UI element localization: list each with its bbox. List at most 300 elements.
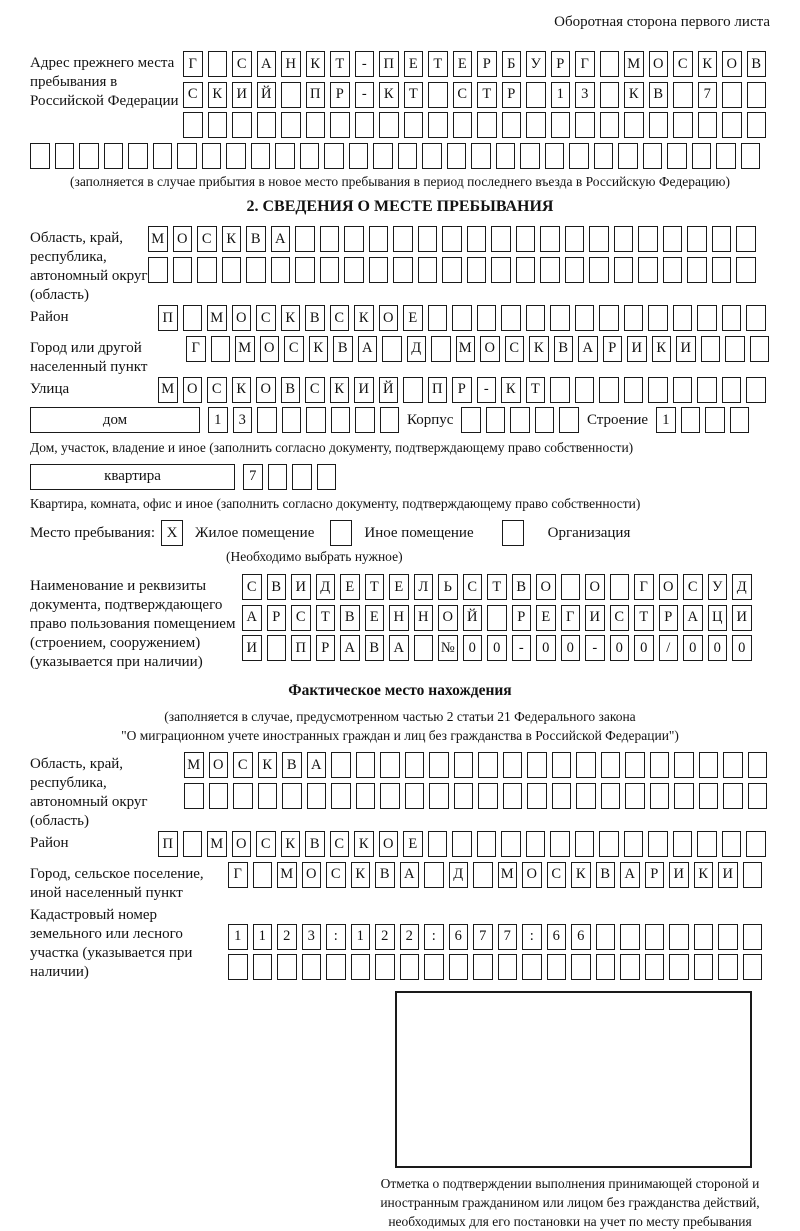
form-cell[interactable] — [618, 143, 638, 169]
kadastr-row-1[interactable] — [228, 924, 762, 950]
form-cell[interactable] — [449, 954, 469, 980]
form-cell[interactable]: А — [340, 635, 360, 661]
form-cell[interactable] — [589, 226, 609, 252]
form-cell[interactable] — [275, 143, 295, 169]
form-cell[interactable]: 0 — [487, 635, 507, 661]
form-cell[interactable] — [747, 112, 767, 138]
form-cell[interactable] — [716, 143, 736, 169]
form-cell[interactable] — [452, 831, 472, 857]
form-cell[interactable] — [281, 112, 301, 138]
form-cell[interactable] — [257, 407, 277, 433]
form-cell[interactable] — [599, 831, 619, 857]
form-cell[interactable]: В — [596, 862, 616, 888]
form-cell[interactable] — [571, 954, 591, 980]
form-cell[interactable]: Р — [512, 605, 532, 631]
form-cell[interactable] — [596, 924, 616, 950]
form-cell[interactable]: Р — [659, 605, 679, 631]
form-cell[interactable]: О — [438, 605, 458, 631]
rayon-row[interactable] — [158, 305, 766, 331]
form-cell[interactable] — [575, 112, 595, 138]
checkbox-organizatsiya[interactable] — [502, 520, 524, 546]
oblast-row-2[interactable] — [148, 257, 756, 283]
form-cell[interactable]: : — [522, 924, 542, 950]
form-cell[interactable]: Д — [449, 862, 469, 888]
form-cell[interactable] — [552, 752, 572, 778]
form-cell[interactable] — [648, 305, 668, 331]
form-cell[interactable] — [594, 143, 614, 169]
form-cell[interactable] — [687, 226, 707, 252]
form-cell[interactable]: В — [554, 336, 574, 362]
form-cell[interactable] — [382, 336, 402, 362]
form-cell[interactable]: К — [330, 377, 350, 403]
form-cell[interactable]: Е — [365, 605, 385, 631]
form-cell[interactable] — [743, 862, 763, 888]
form-cell[interactable] — [596, 954, 616, 980]
form-cell[interactable] — [356, 752, 376, 778]
doc-row-3[interactable] — [242, 635, 752, 661]
form-cell[interactable] — [501, 831, 521, 857]
fact-oblast-row-2[interactable] — [184, 783, 767, 809]
form-cell[interactable]: Д — [407, 336, 427, 362]
form-cell[interactable] — [317, 464, 337, 490]
form-cell[interactable]: В — [246, 226, 266, 252]
form-cell[interactable]: О — [659, 574, 679, 600]
form-cell[interactable] — [638, 226, 658, 252]
form-cell[interactable]: М — [456, 336, 476, 362]
form-cell[interactable]: И — [669, 862, 689, 888]
form-cell[interactable] — [380, 752, 400, 778]
form-cell[interactable]: Р — [316, 635, 336, 661]
form-cell[interactable] — [748, 752, 768, 778]
form-cell[interactable]: М — [624, 51, 644, 77]
form-cell[interactable] — [498, 954, 518, 980]
form-cell[interactable] — [648, 377, 668, 403]
form-cell[interactable]: А — [271, 226, 291, 252]
form-cell[interactable]: С — [305, 377, 325, 403]
form-cell[interactable]: С — [284, 336, 304, 362]
form-cell[interactable]: О — [522, 862, 542, 888]
form-cell[interactable]: Р — [330, 82, 350, 108]
form-cell[interactable] — [478, 783, 498, 809]
form-cell[interactable]: К — [309, 336, 329, 362]
form-cell[interactable] — [569, 143, 589, 169]
ulitsa-row[interactable] — [158, 377, 766, 403]
form-cell[interactable] — [418, 257, 438, 283]
form-cell[interactable]: В — [747, 51, 767, 77]
form-cell[interactable] — [601, 752, 621, 778]
form-cell[interactable] — [650, 752, 670, 778]
form-cell[interactable]: Т — [316, 605, 336, 631]
form-cell[interactable] — [487, 605, 507, 631]
form-cell[interactable] — [292, 464, 312, 490]
form-cell[interactable] — [400, 954, 420, 980]
form-cell[interactable] — [330, 112, 350, 138]
form-cell[interactable] — [712, 226, 732, 252]
form-cell[interactable] — [673, 377, 693, 403]
form-cell[interactable] — [723, 783, 743, 809]
form-cell[interactable] — [550, 831, 570, 857]
form-cell[interactable] — [351, 954, 371, 980]
kvartira-cells[interactable] — [243, 464, 336, 490]
form-cell[interactable] — [349, 143, 369, 169]
form-cell[interactable] — [355, 112, 375, 138]
form-cell[interactable] — [692, 143, 712, 169]
form-cell[interactable] — [257, 112, 277, 138]
form-cell[interactable]: К — [354, 831, 374, 857]
dom-cells[interactable] — [208, 407, 399, 433]
form-cell[interactable]: Т — [404, 82, 424, 108]
form-cell[interactable] — [277, 954, 297, 980]
form-cell[interactable]: / — [659, 635, 679, 661]
form-cell[interactable] — [701, 336, 721, 362]
form-cell[interactable] — [153, 143, 173, 169]
form-cell[interactable]: Г — [228, 862, 248, 888]
form-cell[interactable] — [673, 305, 693, 331]
form-cell[interactable] — [687, 257, 707, 283]
form-cell[interactable]: П — [291, 635, 311, 661]
form-cell[interactable] — [673, 82, 693, 108]
form-cell[interactable]: Г — [634, 574, 654, 600]
form-cell[interactable]: П — [306, 82, 326, 108]
form-cell[interactable]: Г — [183, 51, 203, 77]
korpus-cells[interactable] — [461, 407, 579, 433]
form-cell[interactable] — [599, 305, 619, 331]
form-cell[interactable] — [271, 257, 291, 283]
form-cell[interactable] — [55, 143, 75, 169]
form-cell[interactable]: 3 — [233, 407, 253, 433]
form-cell[interactable]: Г — [575, 51, 595, 77]
form-cell[interactable] — [253, 862, 273, 888]
form-cell[interactable] — [535, 407, 555, 433]
checkbox-zhiloe[interactable]: X — [161, 520, 183, 546]
form-cell[interactable]: К — [222, 226, 242, 252]
form-cell[interactable]: Б — [502, 51, 522, 77]
form-cell[interactable]: : — [326, 924, 346, 950]
form-cell[interactable]: К — [208, 82, 228, 108]
fact-rayon-row[interactable] — [158, 831, 766, 857]
form-cell[interactable] — [326, 954, 346, 980]
prev-address-row-2[interactable] — [183, 82, 766, 108]
form-cell[interactable]: Р — [603, 336, 623, 362]
form-cell[interactable]: К — [258, 752, 278, 778]
form-cell[interactable]: М — [148, 226, 168, 252]
form-cell[interactable]: К — [694, 862, 714, 888]
doc-row-1[interactable] — [242, 574, 752, 600]
form-cell[interactable] — [638, 257, 658, 283]
form-cell[interactable] — [356, 783, 376, 809]
form-cell[interactable]: 6 — [571, 924, 591, 950]
form-cell[interactable]: Р — [502, 82, 522, 108]
form-cell[interactable] — [527, 752, 547, 778]
form-cell[interactable]: М — [498, 862, 518, 888]
form-cell[interactable] — [393, 226, 413, 252]
form-cell[interactable] — [681, 407, 701, 433]
form-cell[interactable] — [491, 257, 511, 283]
form-cell[interactable]: А — [242, 605, 262, 631]
form-cell[interactable]: К — [232, 377, 252, 403]
form-cell[interactable] — [281, 82, 301, 108]
form-cell[interactable]: А — [307, 752, 327, 778]
form-cell[interactable] — [403, 377, 423, 403]
form-cell[interactable] — [467, 226, 487, 252]
form-cell[interactable] — [452, 305, 472, 331]
form-cell[interactable]: 1 — [551, 82, 571, 108]
form-cell[interactable]: 3 — [575, 82, 595, 108]
form-cell[interactable] — [477, 112, 497, 138]
form-cell[interactable]: № — [438, 635, 458, 661]
form-cell[interactable]: В — [512, 574, 532, 600]
form-cell[interactable] — [526, 112, 546, 138]
form-cell[interactable] — [404, 112, 424, 138]
form-cell[interactable]: 0 — [536, 635, 556, 661]
form-cell[interactable] — [743, 954, 763, 980]
form-cell[interactable]: Е — [403, 831, 423, 857]
form-cell[interactable] — [552, 783, 572, 809]
form-cell[interactable] — [601, 783, 621, 809]
form-cell[interactable]: : — [424, 924, 444, 950]
form-cell[interactable]: Т — [477, 82, 497, 108]
form-cell[interactable]: В — [281, 377, 301, 403]
form-cell[interactable] — [527, 783, 547, 809]
form-cell[interactable] — [746, 831, 766, 857]
form-cell[interactable]: М — [207, 831, 227, 857]
form-cell[interactable]: О — [379, 305, 399, 331]
form-cell[interactable] — [208, 112, 228, 138]
form-cell[interactable] — [104, 143, 124, 169]
form-cell[interactable]: 6 — [449, 924, 469, 950]
kadastr-row-2[interactable] — [228, 954, 762, 980]
form-cell[interactable]: С — [505, 336, 525, 362]
form-cell[interactable] — [428, 831, 448, 857]
form-cell[interactable]: 7 — [698, 82, 718, 108]
form-cell[interactable]: - — [355, 82, 375, 108]
form-cell[interactable]: К — [281, 831, 301, 857]
form-cell[interactable] — [723, 752, 743, 778]
form-cell[interactable] — [429, 783, 449, 809]
form-cell[interactable]: С — [610, 605, 630, 631]
form-cell[interactable]: Е — [536, 605, 556, 631]
form-cell[interactable] — [369, 257, 389, 283]
form-cell[interactable] — [736, 257, 756, 283]
form-cell[interactable]: О — [183, 377, 203, 403]
form-cell[interactable] — [344, 226, 364, 252]
form-cell[interactable] — [183, 112, 203, 138]
form-cell[interactable] — [503, 783, 523, 809]
form-cell[interactable] — [705, 407, 725, 433]
form-cell[interactable] — [320, 226, 340, 252]
form-cell[interactable]: К — [354, 305, 374, 331]
form-cell[interactable] — [79, 143, 99, 169]
form-cell[interactable]: Е — [403, 305, 423, 331]
form-cell[interactable] — [576, 783, 596, 809]
prev-address-row-1[interactable] — [183, 51, 766, 77]
form-cell[interactable] — [526, 831, 546, 857]
form-cell[interactable]: Ц — [708, 605, 728, 631]
form-cell[interactable] — [471, 143, 491, 169]
form-cell[interactable] — [551, 112, 571, 138]
form-cell[interactable] — [730, 407, 750, 433]
form-cell[interactable] — [268, 464, 288, 490]
form-cell[interactable]: Д — [732, 574, 752, 600]
checkbox-inoe[interactable] — [330, 520, 352, 546]
form-cell[interactable] — [428, 112, 448, 138]
form-cell[interactable]: С — [256, 305, 276, 331]
form-cell[interactable]: Е — [340, 574, 360, 600]
form-cell[interactable] — [540, 257, 560, 283]
form-cell[interactable]: Т — [428, 51, 448, 77]
form-cell[interactable] — [473, 862, 493, 888]
form-cell[interactable]: У — [526, 51, 546, 77]
form-cell[interactable] — [461, 407, 481, 433]
form-cell[interactable]: 1 — [253, 924, 273, 950]
form-cell[interactable]: Т — [487, 574, 507, 600]
form-cell[interactable]: П — [158, 305, 178, 331]
form-cell[interactable] — [750, 336, 770, 362]
form-cell[interactable] — [428, 82, 448, 108]
form-cell[interactable] — [424, 862, 444, 888]
form-cell[interactable] — [746, 377, 766, 403]
stroenie-cells[interactable] — [656, 407, 749, 433]
form-cell[interactable] — [398, 143, 418, 169]
form-cell[interactable] — [526, 305, 546, 331]
form-cell[interactable] — [491, 226, 511, 252]
form-cell[interactable]: И — [718, 862, 738, 888]
form-cell[interactable] — [478, 752, 498, 778]
form-cell[interactable] — [253, 954, 273, 980]
form-cell[interactable]: С — [207, 377, 227, 403]
form-cell[interactable]: О — [379, 831, 399, 857]
form-cell[interactable] — [565, 257, 585, 283]
form-cell[interactable]: 0 — [683, 635, 703, 661]
form-cell[interactable]: С — [256, 831, 276, 857]
form-cell[interactable]: Р — [477, 51, 497, 77]
form-cell[interactable]: В — [340, 605, 360, 631]
form-cell[interactable]: О — [585, 574, 605, 600]
form-cell[interactable] — [625, 752, 645, 778]
form-cell[interactable] — [722, 377, 742, 403]
oblast-row-1[interactable] — [148, 226, 756, 252]
form-cell[interactable] — [559, 407, 579, 433]
form-cell[interactable] — [228, 954, 248, 980]
form-cell[interactable] — [699, 783, 719, 809]
form-cell[interactable]: М — [207, 305, 227, 331]
form-cell[interactable] — [522, 954, 542, 980]
form-cell[interactable] — [183, 831, 203, 857]
form-cell[interactable] — [477, 305, 497, 331]
form-cell[interactable] — [428, 305, 448, 331]
form-cell[interactable] — [30, 143, 50, 169]
form-cell[interactable]: 0 — [732, 635, 752, 661]
form-cell[interactable]: Г — [186, 336, 206, 362]
form-cell[interactable] — [202, 143, 222, 169]
form-cell[interactable] — [643, 143, 663, 169]
form-cell[interactable] — [414, 635, 434, 661]
form-cell[interactable]: С — [330, 831, 350, 857]
form-cell[interactable]: О — [232, 305, 252, 331]
form-cell[interactable] — [418, 226, 438, 252]
form-cell[interactable]: С — [326, 862, 346, 888]
form-cell[interactable]: С — [330, 305, 350, 331]
form-cell[interactable] — [503, 752, 523, 778]
form-cell[interactable]: А — [683, 605, 703, 631]
form-cell[interactable] — [614, 226, 634, 252]
form-cell[interactable]: К — [698, 51, 718, 77]
form-cell[interactable]: П — [379, 51, 399, 77]
form-cell[interactable] — [431, 336, 451, 362]
form-cell[interactable] — [516, 257, 536, 283]
form-cell[interactable]: Т — [365, 574, 385, 600]
form-cell[interactable] — [600, 82, 620, 108]
form-cell[interactable] — [306, 407, 326, 433]
form-cell[interactable]: С — [463, 574, 483, 600]
form-cell[interactable]: В — [282, 752, 302, 778]
form-cell[interactable]: Н — [389, 605, 409, 631]
form-cell[interactable]: А — [358, 336, 378, 362]
form-cell[interactable] — [565, 226, 585, 252]
form-cell[interactable]: М — [184, 752, 204, 778]
form-cell[interactable] — [331, 752, 351, 778]
form-cell[interactable] — [624, 305, 644, 331]
form-cell[interactable] — [320, 257, 340, 283]
form-cell[interactable]: С — [683, 574, 703, 600]
form-cell[interactable]: И — [242, 635, 262, 661]
form-cell[interactable] — [477, 831, 497, 857]
form-cell[interactable] — [589, 257, 609, 283]
form-cell[interactable]: С — [673, 51, 693, 77]
form-cell[interactable]: 6 — [547, 924, 567, 950]
form-cell[interactable]: В — [649, 82, 669, 108]
form-cell[interactable]: Л — [414, 574, 434, 600]
form-cell[interactable]: Е — [404, 51, 424, 77]
doc-row-2[interactable] — [242, 605, 752, 631]
form-cell[interactable]: К — [351, 862, 371, 888]
form-cell[interactable] — [282, 783, 302, 809]
form-cell[interactable]: 1 — [351, 924, 371, 950]
form-cell[interactable] — [211, 336, 231, 362]
form-cell[interactable] — [614, 257, 634, 283]
form-cell[interactable] — [222, 257, 242, 283]
form-cell[interactable]: О — [260, 336, 280, 362]
form-cell[interactable] — [226, 143, 246, 169]
form-cell[interactable] — [258, 783, 278, 809]
form-cell[interactable]: С — [232, 51, 252, 77]
form-cell[interactable] — [302, 954, 322, 980]
form-cell[interactable]: В — [375, 862, 395, 888]
form-cell[interactable] — [344, 257, 364, 283]
form-cell[interactable] — [575, 377, 595, 403]
form-cell[interactable]: А — [389, 635, 409, 661]
form-cell[interactable]: Г — [561, 605, 581, 631]
form-cell[interactable] — [453, 112, 473, 138]
form-cell[interactable] — [209, 783, 229, 809]
form-cell[interactable] — [442, 257, 462, 283]
form-cell[interactable] — [746, 305, 766, 331]
form-cell[interactable] — [467, 257, 487, 283]
form-cell[interactable]: Р — [645, 862, 665, 888]
form-cell[interactable] — [718, 924, 738, 950]
form-cell[interactable] — [267, 635, 287, 661]
form-cell[interactable] — [251, 143, 271, 169]
form-cell[interactable]: С — [233, 752, 253, 778]
form-cell[interactable] — [736, 226, 756, 252]
form-cell[interactable]: И — [732, 605, 752, 631]
form-cell[interactable]: О — [649, 51, 669, 77]
form-cell[interactable]: А — [620, 862, 640, 888]
form-cell[interactable]: И — [232, 82, 252, 108]
form-cell[interactable]: К — [501, 377, 521, 403]
form-cell[interactable]: Е — [389, 574, 409, 600]
form-cell[interactable]: Й — [257, 82, 277, 108]
